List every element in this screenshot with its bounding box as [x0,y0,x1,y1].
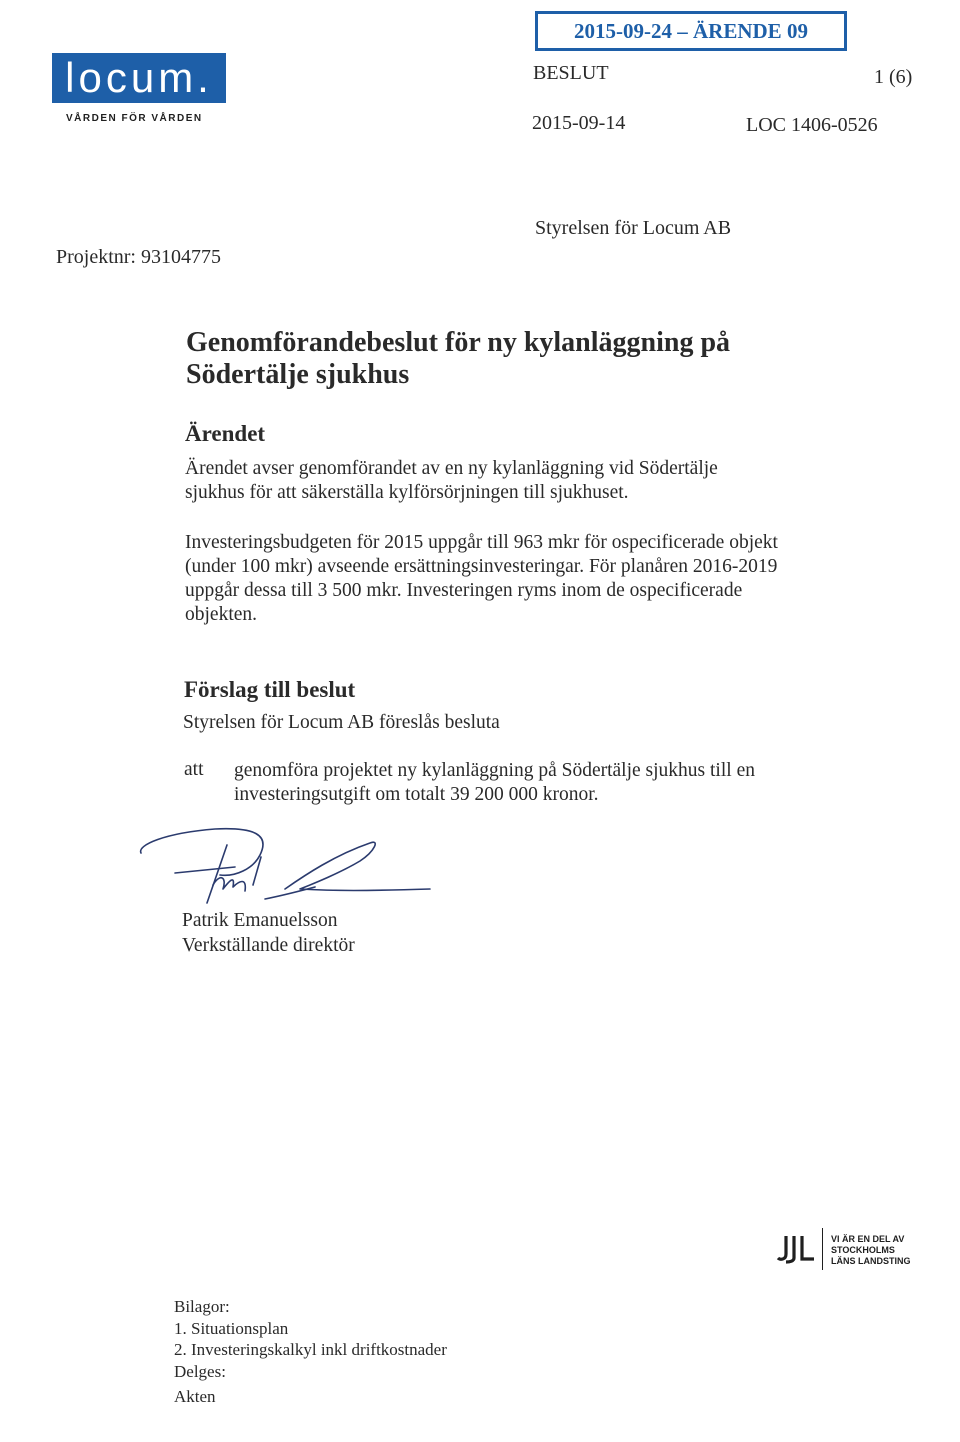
logo-tagline: VÅRDEN FÖR VÅRDEN [66,113,203,124]
sll-line-2: STOCKHOLMS [831,1245,895,1255]
section-heading-forslag: Förslag till beslut [184,677,356,702]
page-number: 1 (6) [874,66,913,88]
document-type: BESLUT [533,62,609,84]
document-date: 2015-09-14 [532,112,626,134]
signatory-name: Patrik Emanuelsson [182,910,338,931]
recipient: Styrelsen för Locum AB [535,217,732,239]
document-reference: LOC 1406-0526 [746,114,878,136]
sll-line-1: VI ÄR EN DEL AV [831,1234,905,1244]
delges-heading: Delges: [174,1362,226,1381]
arendet-paragraph-1: Ärendet avser genomförandet av en ny kylanläggning vid Södertälje sjukhus för att säkerställa kylförsörjningen till sjukhuset. [185,458,718,503]
signatory-role: Verkställande direktör [182,935,355,956]
delges-value: Akten [174,1387,216,1406]
attachment-item-1: 1. Situationsplan [174,1319,289,1338]
handwritten-signature [135,825,435,910]
sll-line-3: LÄNS LANDSTING [831,1256,911,1266]
sll-divider [822,1228,823,1270]
sll-tagline [831,1234,941,1267]
section-heading-arendet: Ärendet [185,421,266,446]
arendet-paragraph-2: Investeringsbudgeten för 2015 uppgår till 963 mkr för ospecificerade objekt (under 100 mkr) avseende ersättningsinvesteringar. För planåren 2016-2019 uppgår dessa till 3 500 mkr. Investeringen ryms inom de ospecificerade objekten. [185,532,778,625]
att-text: genomföra projektet ny kylanläggning på Södertälje sjukhus till en investeringsutgift om totalt 39 200 000 kronor. [234,760,755,805]
sll-logo-icon [776,1234,816,1264]
att-label: att [184,759,204,780]
forslag-intro: Styrelsen för Locum AB föreslås besluta [183,712,500,733]
title-line-2: Södertälje sjukhus [186,359,410,390]
title-line-1: Genomförandebeslut för ny kylanläggning på [186,327,731,358]
agenda-stamp: 2015-09-24 – ÄRENDE 09 [535,11,847,51]
project-number: Projektnr: 93104775 [56,246,221,268]
locum-logo: locum. [52,53,226,103]
attachments-heading: Bilagor: [174,1297,230,1316]
attachment-item-2: 2. Investeringskalkyl inkl driftkostnader [174,1340,447,1359]
page-title [186,327,806,391]
